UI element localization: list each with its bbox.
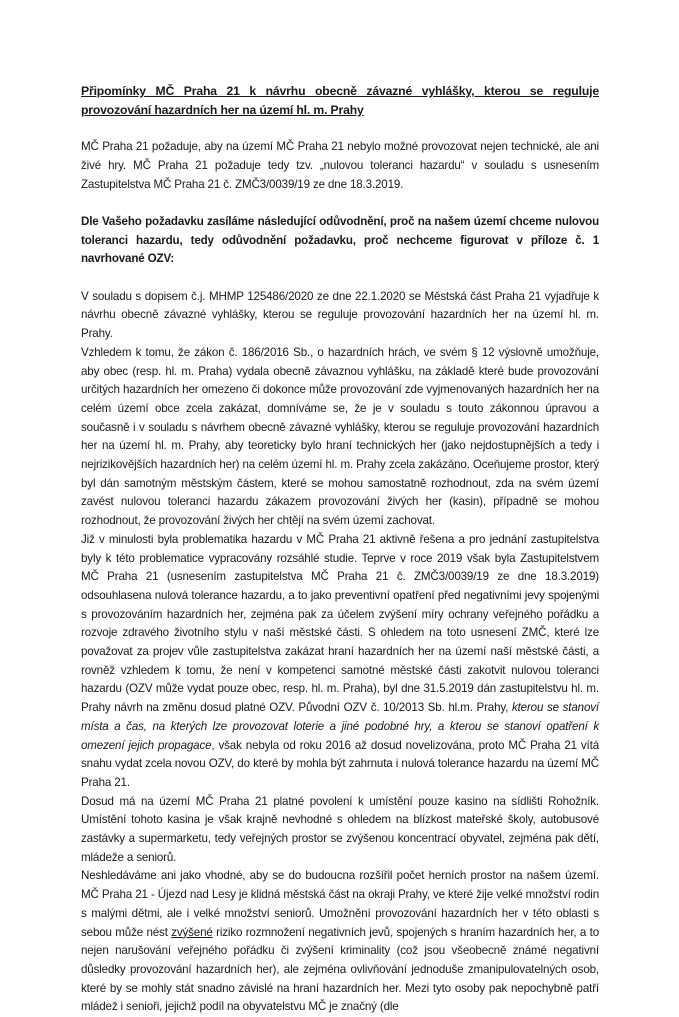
paragraph-letter-reference: V souladu s dopisem č.j. MHMP 125486/2020 ze dne 22.1.2020 se Městská část Praha 21 vyjadřuje k návrhu obecně závazné vyhlášky, kterou se reguluje provozování hazardních her na území hl. m. Prahy. bbox=[81, 289, 599, 341]
paragraph-risks bbox=[81, 867, 599, 1017]
justification-heading: Dle Vašeho požadavku zasíláme následující odůvodnění, proč na našem území chceme nulovou toleranci hazardu, tedy odůvodnění požadavku, proč nechceme figurovat v příloze č. 1 navrhované OZV: bbox=[81, 214, 599, 266]
ozv-title-italic: kterou se stanoví místa a čas, na kterých lze provozovat loterie a jiné podobné hry, a kterou se stanoví opatření k omezení jejich propagace bbox=[81, 701, 599, 752]
spacer bbox=[81, 119, 599, 138]
history-text-start: Již v minulosti byla problematika hazardu v MČ Praha 21 aktivně řešena a pro jednání zastupitelstva byly k této problematice vypracovány rozsáhlé studie. Teprve v roce 2019 však byla Zastupitelstvem MČ Praha 21 (usnesením zastupitelstva MČ Praha 21 č. ZMČ3/0039/19 ze dne 18.3.2019) odsouhlasena nulová tolerance hazardu, a to jako preventivní opatření před negativními jevy spojenými s provozováním hazardních her, zejména pak za účelem zvýšení míry ochrany veřejného pořádku a rozvoje zdravého životního stylu v naší městské části. S ohledem na toto usnesení ZMČ, které lze považovat za projev vůle zastupitelstva zakázat hraní hazardních her na území naší městské části, a rovněž vzhledem k tomu, že není v kompetenci samotné městské části zakotvit nulovou toleranci hazardu (OZV může vydat pouze obec, resp. hl. m. Praha), byl dne 31.5.2019 dán zastupitelstvu hl. m. Prahy návrh na změnu dosud platné OZV. Původní OZV č. 10/2013 Sb. hl.m. Prahy, bbox=[81, 532, 599, 715]
history-text-end: , však nebyla od roku 2016 až dosud novelizována, proto MČ Praha 21 vítá snahu vydat zcela novou OZV, do které by mohla být zahrnuta i nulová tolerance hazardu na území MČ Praha 21. bbox=[81, 738, 599, 789]
spacer bbox=[81, 269, 599, 288]
paragraph-legal-basis: Vzhledem k tomu, že zákon č. 186/2016 Sb., o hazardních hrách, ve svém § 12 výslovně umožňuje, aby obec (resp. hl. m. Praha) vydala obecně závaznou vyhlášku, na základě které bude provozování určitých hazardních her omezeno či dokonce může provozování zde vyjmenovaných hazardních her na celém území obce zcela zakázat, domníváme se, že je v souladu s touto zákonnou úpravou a současně i v souladu s návrhem obecně závazné vyhlášky, kterou se reguluje provozování hazardních her na území hl. m. Prahy, aby teoreticky bylo hraní technických her (jako nejdostupnějších a tedy i nejrizikovějších hazardních her) na celém území hl. m. Prahy zcela zakázáno. Oceňujeme prostor, který byl dán samotným městským částem, které se mohou samostatně rozhodnout, zda na svém území zavést nulovou toleranci hazardu zákazem provozování živých her (kasin), případně se mohou rozhodnout, že provozování živých her chtějí na svém území zachovat. bbox=[81, 345, 599, 528]
paragraph-casino: Dosud má na území MČ Praha 21 platné povolení k umístění pouze kasino na sídlišti Rohožník. Umístění tohoto kasina je však krajně nevhodné s ohledem na blízkost mateřské školy, autobusové zastávky a supermarketu, tedy veřejných prostor se zvýšenou koncentrací obyvatel, zejména pak dětí, mládeže a seniorů. bbox=[81, 794, 599, 864]
risks-text-end: riziko rozmnožení negativních jevů, spojených s hraním hazardních her, a to nejen narušování veřejného pořádku či zvýšení kriminality (což jsou všeobecně známé negativní důsledky provozování hazardních her), ale zejména ovlivňování jednoduše zmanipulovatelných osob, které by se mohly stát snadno závislé na hraní hazardních her. Mezi tyto osoby pak nepochybně patří mládež i senioři, jejichž podíl na obyvatelstvu MČ je značný (dle bbox=[81, 925, 599, 1014]
document-title: Připomínky MČ Praha 21 k návrhu obecně závazné vyhlášky, kterou se reguluje provozování hazardních her na území hl. m. Prahy bbox=[81, 84, 599, 117]
risks-text-start: Neshledáváme ani jako vhodné, aby se do budoucna rozšířil počet herních prostor na našem území. MČ Praha 21 - Újezd nad Lesy je klidná městská část na okraji Prahy, ve které žije velké množství rodin s malými dětmi, ale i velké množství seniorů. Umožnění provozování hazardních her v této oblasti s sebou může nést bbox=[81, 869, 599, 939]
paragraph-history bbox=[81, 531, 599, 793]
intro-paragraph: MČ Praha 21 požaduje, aby na území MČ Praha 21 nebylo možné provozovat nejen technické, ale ani živé hry. MČ Praha 21 požaduje tedy tzv. „nulovou toleranci hazardu“ v souladu s usnesením Zastupitelstva MČ Praha 21 č. ZMČ3/0039/19 ze dne 18.3.2019. bbox=[81, 140, 599, 191]
spacer bbox=[81, 194, 599, 213]
document-page bbox=[81, 82, 599, 1017]
underlined-word: zvýšené bbox=[171, 925, 213, 939]
